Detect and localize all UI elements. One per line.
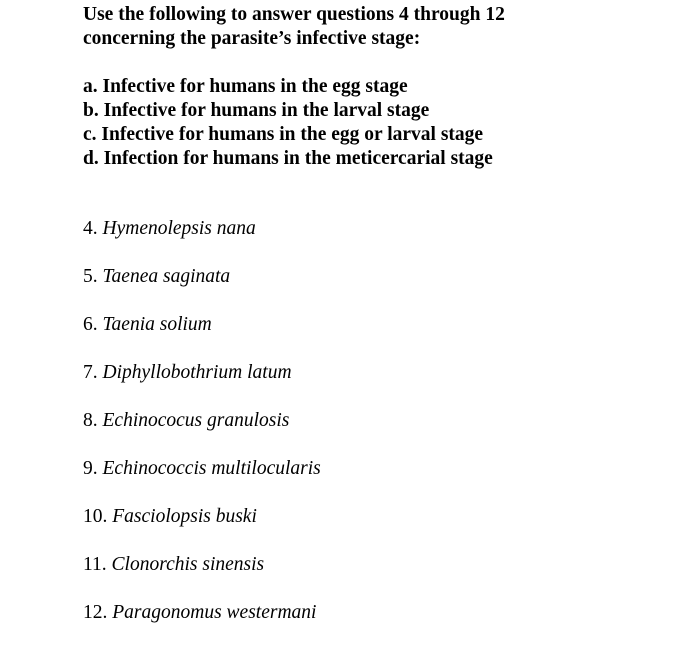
question-number: 11.	[83, 554, 112, 575]
parasite-name: Taenia solium	[102, 314, 212, 335]
question-item	[83, 553, 683, 601]
question-number: 5.	[83, 266, 103, 287]
question-number: 8.	[83, 410, 103, 431]
instructions-line: Use the following to answer questions 4 through 12	[83, 4, 505, 25]
option-c: c. Infective for humans in the egg or larval stage	[83, 124, 484, 145]
question-item	[83, 313, 683, 361]
question-number: 10.	[83, 506, 113, 527]
question-item	[83, 505, 683, 553]
parasite-name: Taenea saginata	[102, 266, 231, 287]
parasite-name: Fasciolopsis buski	[112, 506, 257, 527]
question-list	[83, 217, 683, 649]
question-item	[83, 361, 683, 409]
parasite-name: Echinococus granulosis	[102, 410, 290, 431]
answer-options	[83, 75, 683, 171]
question-item	[83, 409, 683, 457]
option-b: b. Infective for humans in the larval stage	[83, 100, 430, 121]
question-item	[83, 265, 683, 313]
question-number: 4.	[83, 218, 103, 239]
option-a: a. Infective for humans in the egg stage	[83, 76, 408, 97]
question-item	[83, 217, 683, 265]
parasite-name: Echinococcis multilocularis	[102, 458, 321, 479]
question-number: 7.	[83, 362, 103, 383]
parasite-name: Clonorchis sinensis	[111, 554, 265, 575]
question-item	[83, 601, 683, 649]
option-d: d. Infection for humans in the meticercarial stage	[83, 148, 493, 169]
question-number: 9.	[83, 458, 103, 479]
question-number: 6.	[83, 314, 103, 335]
instructions-line: concerning the parasite’s infective stage:	[83, 28, 421, 49]
instructions	[83, 3, 683, 51]
parasite-name: Hymenolepsis nana	[102, 218, 256, 239]
parasite-name: Diphyllobothrium latum	[102, 362, 292, 383]
question-number: 12.	[83, 602, 113, 623]
parasite-name: Paragonomus westermani	[112, 602, 317, 623]
question-item	[83, 457, 683, 505]
